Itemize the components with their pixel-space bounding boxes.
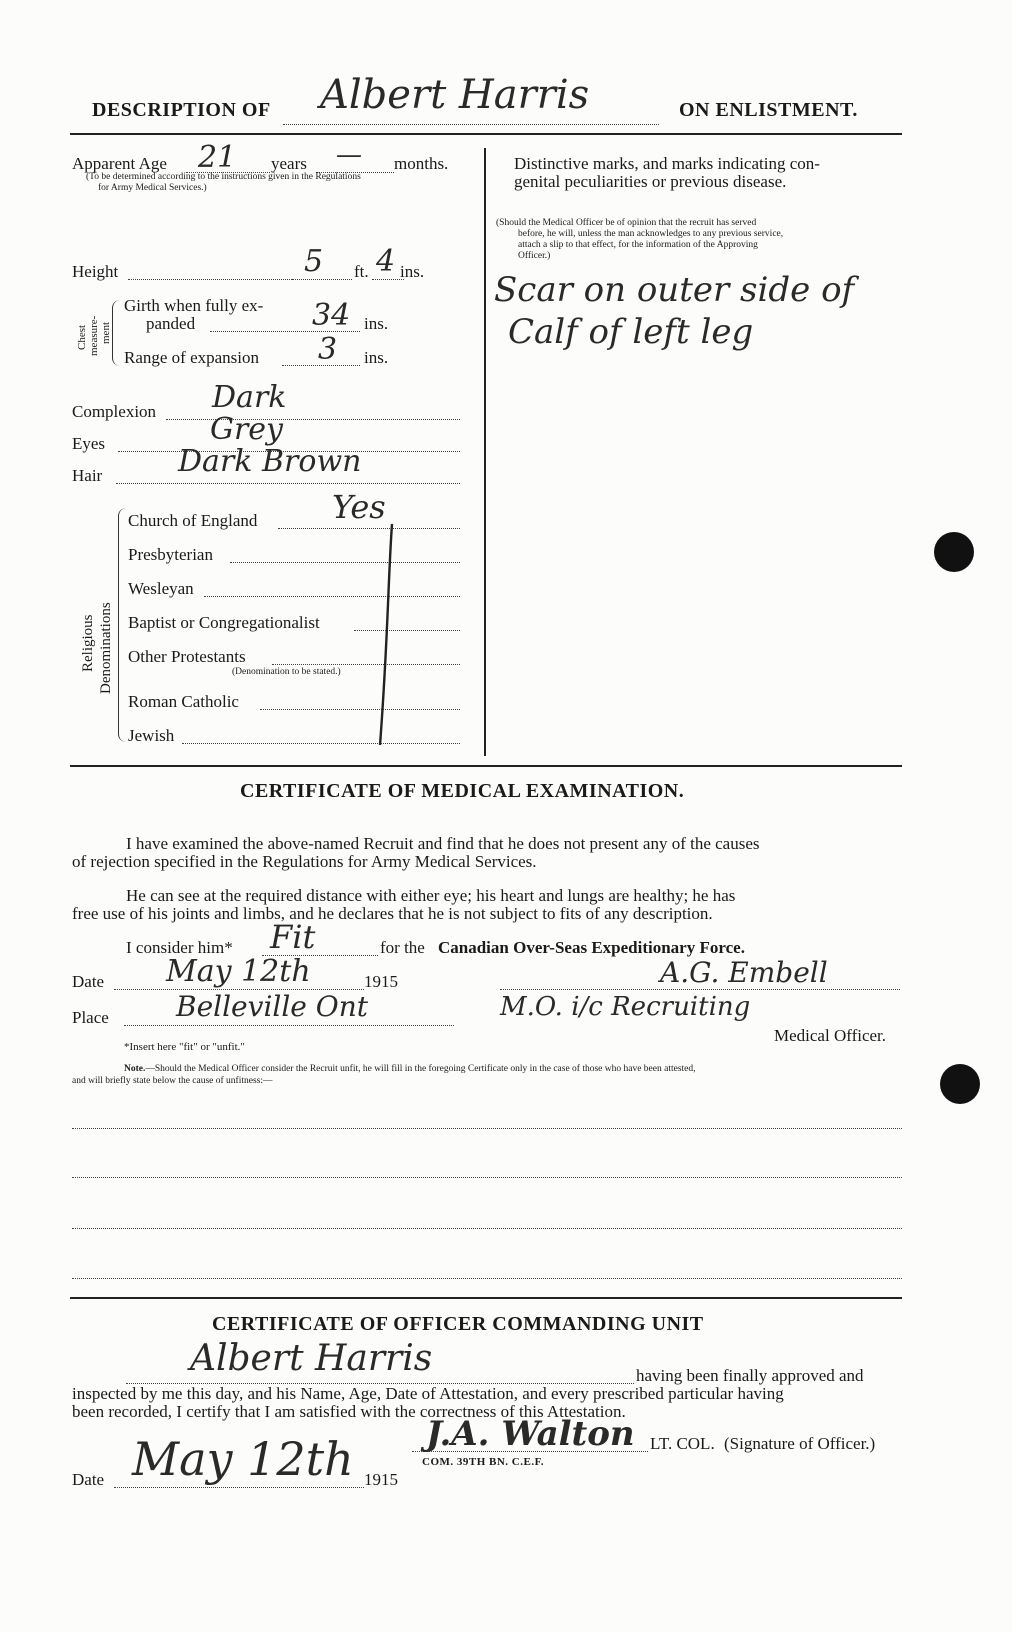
denomination-note: (Denomination to be stated.): [232, 667, 341, 677]
marks-note-1: (Should the Medical Officer be of opinion that the recruit has served: [496, 218, 757, 228]
section-rule-2: [70, 1297, 902, 1299]
medical-place-label: Place: [72, 1008, 109, 1027]
medical-date-value: May 12th: [166, 954, 311, 989]
girth-unit: ins.: [364, 314, 389, 333]
medical-note-l1-text: —Should the Medical Officer consider the Recruit unfit, he will fill in the foregoing Certificate only in the case of those who have been attested,: [145, 1064, 696, 1074]
force-name: Canadian Over-Seas Expeditionary Force.: [438, 938, 745, 957]
years-label: years: [271, 154, 307, 173]
medical-para1-l2: of rejection specified in the Regulations for Army Medical Services.: [72, 852, 537, 871]
religion-line-1: [230, 562, 460, 563]
medical-date-label: Date: [72, 972, 105, 991]
age-label: Apparent Age: [72, 154, 167, 173]
eyes-value: Grey: [210, 412, 284, 447]
girth-value: 34: [312, 298, 351, 333]
religion-line-4: [272, 664, 460, 665]
medical-note-l2: and will briefly state below the cause of unfitness:—: [72, 1076, 273, 1086]
chest-side-label-1: Chest: [76, 324, 88, 350]
religion-side-label-1: Religious: [80, 614, 96, 672]
unfit-line-3: [72, 1228, 902, 1229]
ft-label: ft.: [354, 262, 369, 281]
officer-date-value: May 12th: [132, 1432, 354, 1486]
religion-line-2: [204, 596, 460, 597]
medical-officer-note: M.O. i/c Recruiting: [500, 992, 751, 1022]
officer-rank: LT. COL.: [650, 1434, 715, 1453]
medical-place-line: [124, 1025, 454, 1026]
hair-label: Hair: [72, 466, 103, 485]
hair-value: Dark Brown: [178, 444, 362, 479]
officer-date-label: Date: [72, 1470, 105, 1489]
officer-stamp: COM. 39TH BN. C.E.F.: [422, 1456, 545, 1468]
religion-brace: [118, 508, 127, 742]
unfit-line-4: [72, 1278, 902, 1279]
officer-name-value: Albert Harris: [190, 1338, 433, 1379]
chest-brace: [112, 300, 121, 366]
header-name: Albert Harris: [320, 72, 590, 118]
age-years-value: 21: [198, 140, 237, 175]
officer-signature: J.A. Walton: [426, 1414, 635, 1454]
girth-label-2: panded: [146, 314, 196, 333]
officer-l1-rest: having been finally approved and: [636, 1366, 864, 1385]
marks-value-1: Scar on outer side of: [494, 270, 855, 310]
religion-side-label-2: Denominations: [98, 602, 114, 694]
officer-sig-label: (Signature of Officer.): [724, 1434, 876, 1453]
medical-place-value: Belleville Ont: [176, 990, 369, 1023]
medical-para1-l1: I have examined the above-named Recruit and find that he does not present any of the causes: [126, 834, 760, 853]
marks-label-2: genital peculiarities or previous disease.: [514, 172, 787, 191]
range-value: 3: [318, 332, 338, 367]
unfit-line-2: [72, 1177, 902, 1178]
religion-label-2: Wesleyan: [128, 579, 194, 598]
girth-label-1: Girth when fully ex-: [124, 296, 264, 315]
officer-title: CERTIFICATE OF OFFICER COMMANDING UNIT: [212, 1313, 704, 1335]
height-in-value: 4: [376, 244, 396, 279]
header-rule: [70, 133, 902, 135]
range-unit: ins.: [364, 348, 389, 367]
header-suffix: ON ENLISTMENT.: [679, 99, 858, 121]
religion-label-1: Presbyterian: [128, 545, 213, 564]
chest-side-label-3: ment: [100, 322, 112, 344]
pen-strike-mark: [370, 520, 410, 750]
officer-l3: been recorded, I certify that I am satisfied with the correctness of this Attestation.: [72, 1402, 626, 1421]
months-label: months.: [394, 154, 449, 173]
complexion-value: Dark: [212, 380, 287, 415]
medical-title: CERTIFICATE OF MEDICAL EXAMINATION.: [240, 780, 685, 802]
religion-label-6: Jewish: [128, 726, 175, 745]
column-divider: [484, 148, 486, 756]
consider-value: Fit: [270, 918, 316, 956]
consider-label: I consider him*: [126, 938, 233, 957]
medical-signature: A.G. Embell: [660, 956, 828, 989]
section-rule-1: [70, 765, 902, 767]
medical-para2-l1: He can see at the required distance with either eye; his heart and lungs are healthy; he has: [126, 886, 736, 905]
marks-note-2: before, he will, unless the man acknowledges to any previous service,: [518, 229, 784, 239]
officer-l2: inspected by me this day, and his Name, Age, Date of Attestation, and every prescribed particular having: [72, 1384, 784, 1403]
medical-year: 1915: [364, 972, 398, 991]
religion-label-5: Roman Catholic: [128, 692, 239, 711]
marks-value-2: Calf of left leg: [508, 312, 754, 352]
ins-label: ins.: [400, 262, 425, 281]
eyes-label: Eyes: [72, 434, 106, 453]
medical-sig-line: [500, 989, 900, 990]
height-ft-line: [292, 279, 352, 280]
hair-line: [116, 483, 460, 484]
header-name-line: [283, 124, 659, 125]
religion-label-0: Church of England: [128, 511, 258, 530]
unfit-line-1: [72, 1128, 902, 1129]
age-note-2: for Army Medical Services.): [98, 183, 207, 193]
header-prefix: DESCRIPTION OF: [92, 99, 271, 121]
religion-label-3: Baptist or Congregationalist: [128, 613, 320, 632]
medical-note-l1: [124, 1064, 696, 1074]
height-ft-value: 5: [304, 244, 324, 279]
height-label: Height: [72, 262, 119, 281]
medical-para2-l2: free use of his joints and limbs, and he declares that he is not subject to fits of any description.: [72, 904, 713, 923]
complexion-label: Complexion: [72, 402, 157, 421]
marks-note-3: attach a slip to that effect, for the information of the Approving: [518, 240, 758, 250]
marks-note-4: Officer.): [518, 251, 551, 261]
insert-note: *Insert here "fit" or "unfit.": [124, 1041, 245, 1053]
punch-hole-bottom: [940, 1064, 980, 1104]
height-line: [128, 279, 292, 280]
age-note-1: (To be determined according to the instructions given in the Regulations: [86, 172, 361, 182]
religion-line-5: [260, 709, 460, 710]
religion-line-0: [278, 528, 460, 529]
age-months-value: —: [336, 140, 362, 170]
marks-label-1: Distinctive marks, and marks indicating con-: [514, 154, 820, 173]
religion-label-4: Other Protestants: [128, 647, 246, 666]
religion-line-6: [182, 743, 460, 744]
force-pre: for the: [380, 938, 425, 957]
religion-value-0: Yes: [332, 488, 386, 526]
punch-hole-top: [934, 532, 974, 572]
medical-note-lead: Note.: [124, 1064, 146, 1074]
chest-side-label-2: measure-: [88, 315, 100, 356]
medical-officer-label: Medical Officer.: [774, 1026, 887, 1045]
range-label: Range of expansion: [124, 348, 260, 367]
officer-date-line: [114, 1487, 364, 1488]
officer-year: 1915: [364, 1470, 398, 1489]
